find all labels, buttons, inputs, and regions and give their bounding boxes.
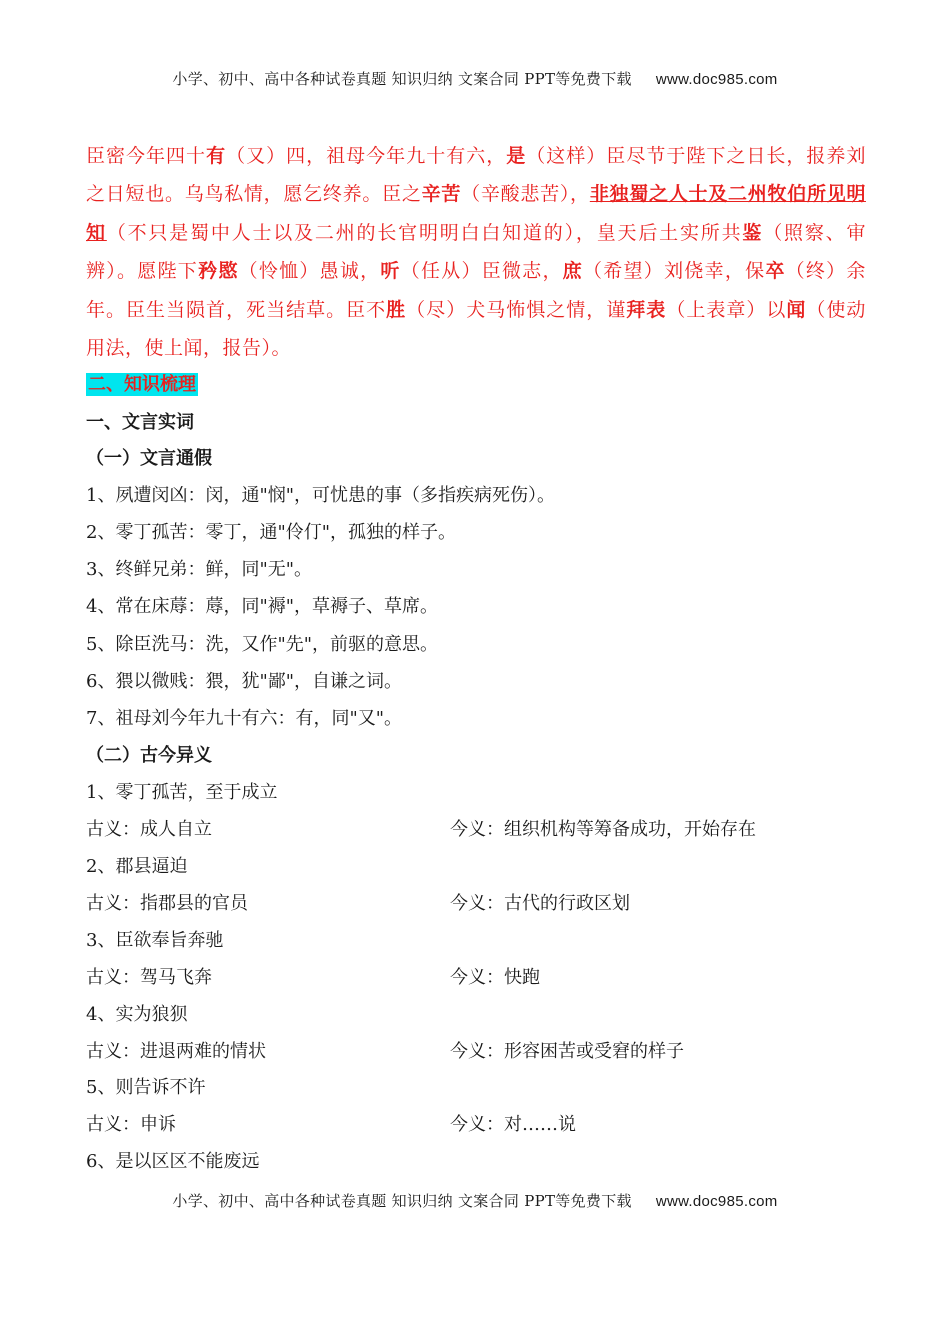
meaning-row bbox=[86, 963, 866, 993]
passage-text: （上表章）以 bbox=[666, 298, 787, 321]
old-meaning: 古义：进退两难的情状 bbox=[86, 1041, 266, 1062]
new-meaning: 今义：对……说 bbox=[450, 1114, 576, 1135]
list-item: 4、常在床蓐：蓐，同"褥"，草褥子、草席。 bbox=[86, 596, 439, 617]
list-item: 3、臣欲奉旨奔驰 bbox=[86, 930, 224, 951]
passage-text: （尽）犬马怖惧之情，谨 bbox=[406, 298, 627, 321]
passage-keyword: 听 bbox=[380, 260, 401, 283]
passage-keyword: 拜表 bbox=[626, 298, 667, 321]
old-meaning: 古义：指郡县的官员 bbox=[86, 893, 248, 914]
passage-keyword: 闻 bbox=[786, 298, 807, 321]
list-item: 3、终鲜兄弟：鲜，同"无"。 bbox=[86, 559, 313, 580]
page-footer bbox=[0, 1190, 950, 1211]
passage-keyword: 辛苦 bbox=[421, 183, 462, 206]
list-item: 1、夙遭闵凶：闵，通"悯"，可忧患的事（多指疾病死伤）。 bbox=[86, 485, 556, 506]
passage-text: （使动用法，使上闻，报告）。 bbox=[86, 298, 866, 360]
list-item: 7、祖母刘今年九十有六：有，同"又"。 bbox=[86, 708, 403, 729]
passage-paragraph bbox=[86, 137, 866, 367]
passage-keyword: 是 bbox=[506, 145, 527, 167]
meaning-row bbox=[86, 815, 866, 845]
passage-text: 臣密今年四十 bbox=[86, 145, 207, 167]
list-item: 6、是以区区不能废远 bbox=[86, 1151, 260, 1172]
passage-text: （又）四，祖母今年九十有六， bbox=[226, 145, 507, 167]
new-meaning: 今义：快跑 bbox=[450, 967, 540, 988]
list-item: 5、则告诉不许 bbox=[86, 1077, 206, 1098]
section-heading-text: 二、知识梳理 bbox=[88, 374, 196, 395]
passage-text: （照察、审辨）。愿陛下 bbox=[86, 221, 866, 283]
subsection-heading: （二）古今异义 bbox=[86, 745, 212, 766]
passage-keyword: 有 bbox=[206, 145, 227, 167]
list-item: 1、零丁孤苦，至于成立 bbox=[86, 782, 278, 803]
passage-text: （这样）臣尽节于陛下之日长，报养刘之日短也。乌鸟私情，愿乞终养。臣之 bbox=[86, 145, 866, 206]
meaning-row bbox=[86, 1037, 866, 1067]
list-item: 6、猥以微贱：猥，犹"鄙"，自谦之词。 bbox=[86, 671, 403, 692]
list-item: 2、郡县逼迫 bbox=[86, 856, 188, 877]
passage-text: （终）余年。臣生当陨首，死当结草。臣不 bbox=[86, 260, 866, 321]
passage-text: （辛酸悲苦）， bbox=[461, 183, 590, 206]
part-heading: 一、文言实词 bbox=[86, 412, 194, 433]
list-item: 2、零丁孤苦：零丁，通"伶仃"，孤独的样子。 bbox=[86, 522, 457, 543]
list-item: 5、除臣洗马：洗，又作"先"，前驱的意思。 bbox=[86, 634, 439, 655]
header-text: 小学、初中、高中各种试卷真题 知识归纳 文案合同 PPT等免费下载 bbox=[172, 70, 632, 88]
meaning-row bbox=[86, 889, 866, 919]
header-site-link[interactable]: www.doc985.com bbox=[655, 71, 778, 88]
new-meaning: 今义：组织机构等筹备成功，开始存在 bbox=[450, 819, 756, 840]
list-item: 4、实为狼狈 bbox=[86, 1004, 188, 1025]
passage-text: （希望）刘侥幸，保 bbox=[583, 260, 766, 283]
new-meaning: 今义：形容困苦或受窘的样子 bbox=[450, 1041, 684, 1062]
passage-text: （怜恤）愚诚， bbox=[238, 260, 381, 283]
old-meaning: 古义：驾马飞奔 bbox=[86, 967, 212, 988]
old-meaning: 古义：申诉 bbox=[86, 1114, 176, 1135]
page-header bbox=[0, 68, 950, 89]
passage-text: （不只是蜀中人士以及二州的长官明明白白知道的），皇天后土实所共 bbox=[106, 221, 743, 244]
passage-keyword: 庶 bbox=[562, 260, 584, 283]
subsection-heading: （一）文言通假 bbox=[86, 448, 212, 469]
passage-keyword: 卒 bbox=[765, 260, 786, 283]
footer-site-link[interactable]: www.doc985.com bbox=[655, 1193, 778, 1210]
meaning-row bbox=[86, 1110, 866, 1140]
old-meaning: 古义：成人自立 bbox=[86, 819, 212, 840]
new-meaning: 今义：古代的行政区划 bbox=[450, 893, 630, 914]
passage-keyword: 鉴 bbox=[742, 221, 764, 244]
section-heading bbox=[86, 370, 198, 396]
footer-text: 小学、初中、高中各种试卷真题 知识归纳 文案合同 PPT等免费下载 bbox=[172, 1192, 632, 1210]
passage-keyword-underlined: 非独蜀之人士及二州牧伯所见明知 bbox=[86, 183, 866, 244]
passage-keyword: 矜愍 bbox=[198, 260, 239, 283]
passage-keyword: 胜 bbox=[386, 298, 407, 321]
passage-text: （任从）臣微志， bbox=[400, 260, 563, 283]
